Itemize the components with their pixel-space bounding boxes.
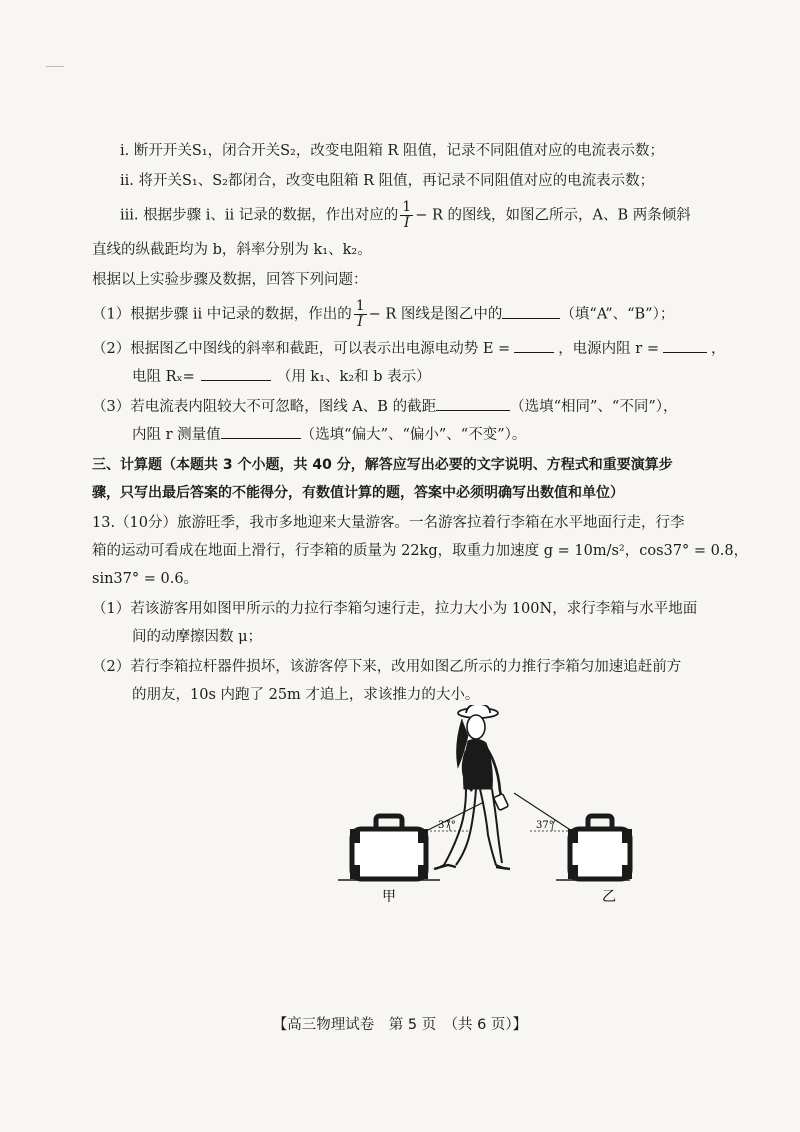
fraction-1-over-i: $\frac{1}{I}$ [355,298,365,330]
problem-13-part-1: （1）若该游客用如图甲所示的力拉行李箱匀速行走，拉力大小为 100N，求行李箱与水平地面 [92,601,698,617]
problem-13-line-3: sin37° = 0.6。 [92,571,199,587]
suitcase-left-icon [350,816,428,879]
problem-13-line-2: 箱的运动可看成在地面上滑行，行李箱的质量为 22kg，取重力加速度 g = 10m/s²，cos37° = 0.8， [92,543,749,559]
question-3: （3）若电流表内阻较大不可忽略，图线 A、B 的截距 （选填“相同”、“不同”）， [92,396,712,418]
question-3-continued: 内阻 r 测量值 （选填“偏大”、“偏小”、“不变”）。 [92,424,712,446]
problem-13-part-1-cont: 间的动摩擦因数 μ； [132,629,263,645]
answer-blank-intercept[interactable] [436,396,510,411]
angle-label-left: 37° [438,820,456,831]
question-2: （2）根据图乙中图线的斜率和截距，可以表示出电源电动势 E = ，电源内阻 r = ， [92,338,712,360]
corner-mark [46,66,64,67]
step-3-continued: 直线的纵截距均为 b，斜率分别为 k₁、k₂。 [92,242,372,258]
answer-blank-q1[interactable] [502,304,560,319]
angle-label-right: 37° [536,820,554,831]
answer-blank-emf[interactable] [514,338,554,353]
question-2-continued: 电阻 Rₓ= （用 k₁、k₂和 b 表示） [92,366,712,388]
questions-intro: 根据以上实验步骤及数据，回答下列问题： [92,272,368,288]
problem-13-line-1: 13.（10分）旅游旺季，我市多地迎来大量游客。一名游客拉着行李箱在水平地面行走，行李 [92,515,685,531]
figure-label-yi: 乙 [602,889,616,905]
fraction-1-over-i: $\frac{1}{I}$ [402,199,412,231]
problem-13-part-2: （2）若行李箱拉杆器件损坏，该游客停下来，改用如图乙所示的力推行李箱匀加速追赶前方 [92,659,682,675]
answer-blank-r-measure[interactable] [221,424,301,439]
content-area [92,140,749,714]
question-1: （1）根据步骤 ii 中记录的数据，作出的 $\frac{1}{I}$ − R 图线是图乙中的 （填“A”、“B”）； [92,298,675,330]
page-footer: 【高三物理试卷 第 5 页 （共 6 页）】 [272,1017,528,1033]
suitcase-right-icon [568,816,632,879]
section-3-heading: 三、计算题（本题共 3 个小题，共 40 分，解答应写出必要的文字说明、方程式和重要演算步 [92,457,673,473]
figure-label-jia: 甲 [382,889,396,905]
problem-13-part-2-cont: 的朋友，10s 内跑了 25m 才追上，求该推力的大小。 [132,687,480,703]
step-2: ii. 将开关S₁、S₂都闭合，改变电阻箱 R 阻值，再记录不同阻值对应的电流表示数； [120,173,655,189]
answer-blank-rx[interactable] [201,366,271,381]
step-3: iii. 根据步骤 i、ii 记录的数据，作出对应的 $\frac{1}{I}$ − R 的图线，如图乙所示，A、B 两条倾斜 [120,199,691,231]
step-1: i. 断开开关S₁，闭合开关S₂，改变电阻箱 R 阻值，记录不同阻值对应的电流表示数； [120,143,664,159]
section-3-heading-cont: 骤，只写出最后答案的不能得分，有数值计算的题，答案中必须明确写出数值和单位） [92,485,624,501]
suitcase-figure [330,705,650,905]
answer-blank-internal-resistance[interactable] [663,338,707,353]
tourist-icon [434,705,510,869]
